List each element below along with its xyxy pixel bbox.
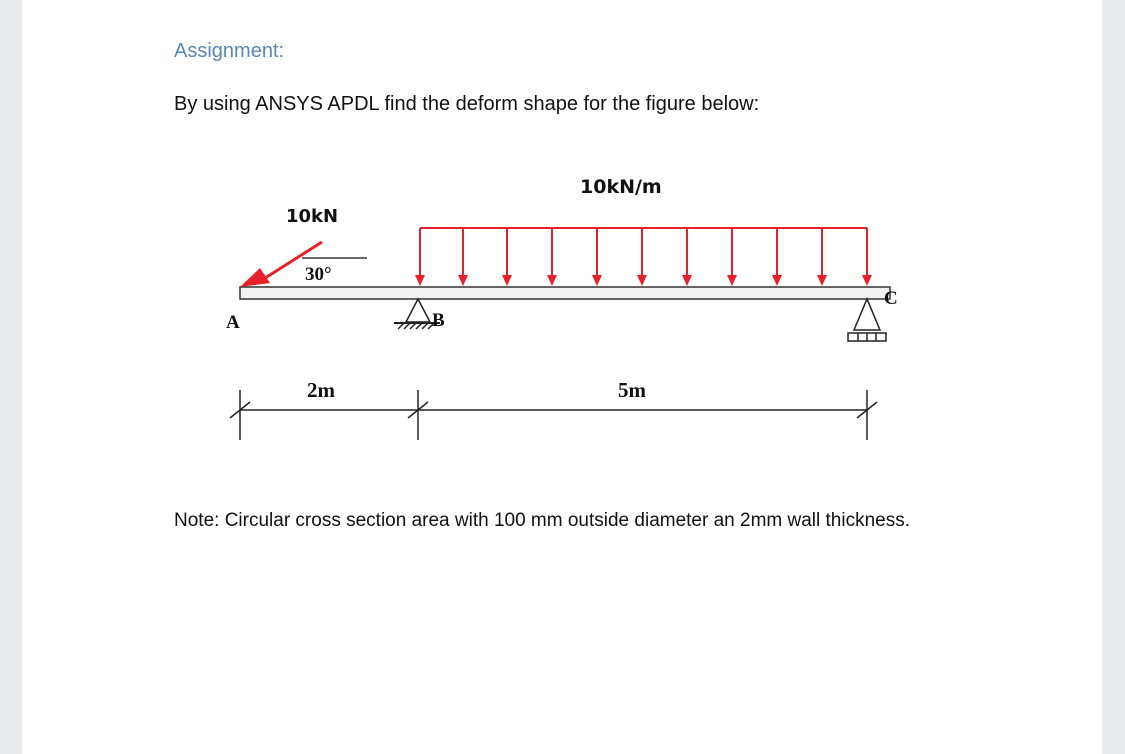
beam-diagram [22,0,1102,754]
distributed-load-label: 10kN/m [580,176,662,198]
roller-support-c [848,299,886,341]
beam [240,287,890,299]
distributed-load [420,228,867,278]
task-statement: By using ANSYS APDL find the deform shape for the figure below: [174,93,760,115]
span-ab-label: 2m [307,378,335,402]
node-a-label: A [226,312,240,333]
note-text: Note: Circular cross section area with 100 mm outside diameter an 2mm wall thickness. [174,510,911,531]
document-page [22,0,1102,754]
distributed-load-arrowheads [415,275,872,286]
point-load-arrow [240,242,367,287]
span-bc-label: 5m [618,378,646,402]
point-load-label: 10kN [286,206,339,227]
angle-label: 30° [305,264,332,285]
assignment-heading: Assignment: [174,40,285,62]
node-c-label: C [884,288,898,309]
node-b-label: B [432,310,445,331]
